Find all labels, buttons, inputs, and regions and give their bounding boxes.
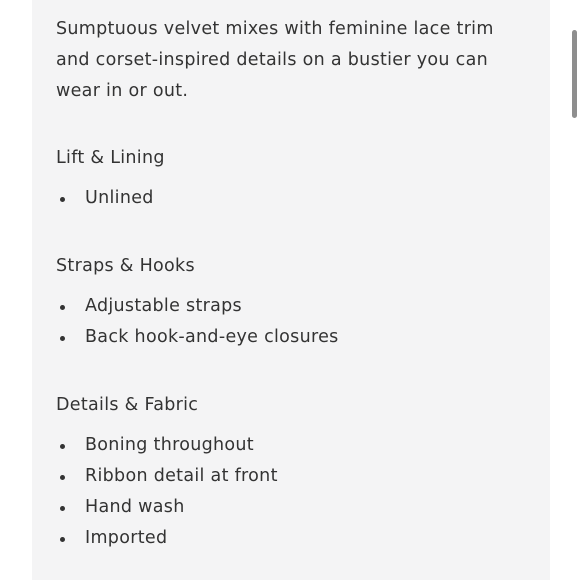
list-item bbox=[56, 523, 550, 554]
list-item-text: Unlined bbox=[85, 188, 154, 208]
section-heading-straps-hooks: Straps & Hooks bbox=[56, 256, 195, 276]
scrollbar[interactable] bbox=[570, 0, 580, 580]
list-item bbox=[56, 461, 550, 492]
list-item bbox=[56, 183, 550, 214]
details-fabric-list bbox=[56, 430, 550, 554]
lift-lining-list bbox=[56, 183, 550, 214]
bullet-icon bbox=[60, 336, 65, 341]
section-heading-details-fabric: Details & Fabric bbox=[56, 395, 199, 415]
straps-hooks-list bbox=[56, 291, 550, 353]
bullet-icon bbox=[60, 475, 65, 480]
bullet-icon bbox=[60, 537, 65, 542]
list-item-text: Ribbon detail at front bbox=[85, 466, 278, 486]
list-item-text: Back hook-and-eye closures bbox=[85, 327, 339, 347]
list-item-text: Boning throughout bbox=[85, 435, 254, 455]
product-description: Sumptuous velvet mixes with feminine lace trim and corset-inspired details on a bustier you can wear in or out. bbox=[56, 19, 494, 101]
bullet-icon bbox=[60, 444, 65, 449]
scrollbar-thumb[interactable] bbox=[572, 30, 577, 118]
list-item-text: Hand wash bbox=[85, 497, 185, 517]
list-item-text: Imported bbox=[85, 528, 168, 548]
bullet-icon bbox=[60, 506, 65, 511]
bullet-icon bbox=[60, 197, 65, 202]
list-item bbox=[56, 322, 550, 353]
section-heading-lift-lining: Lift & Lining bbox=[56, 148, 165, 168]
list-item bbox=[56, 492, 550, 523]
product-details-panel bbox=[32, 0, 550, 580]
list-item-text: Adjustable straps bbox=[85, 296, 242, 316]
list-item bbox=[56, 291, 550, 322]
list-item bbox=[56, 430, 550, 461]
bullet-icon bbox=[60, 305, 65, 310]
